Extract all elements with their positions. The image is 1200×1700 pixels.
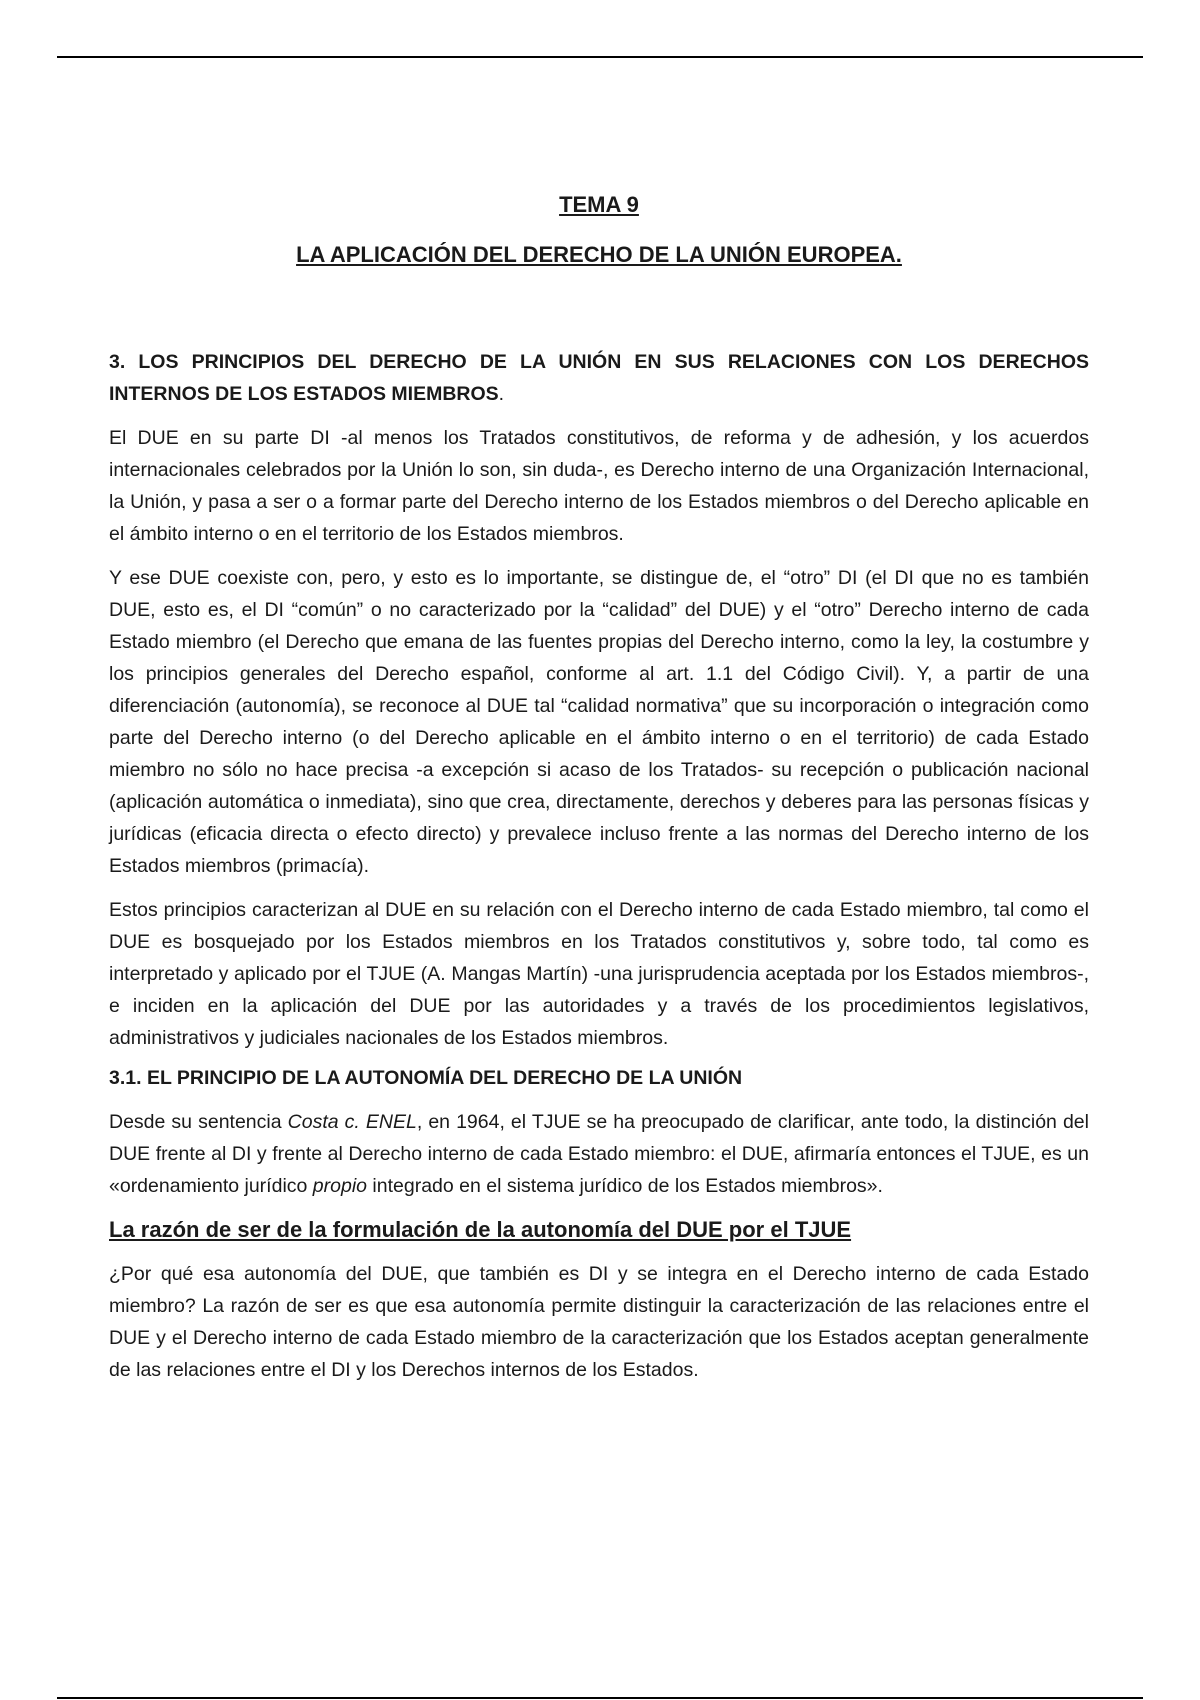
case-name-italic: Costa c. ENEL (287, 1111, 417, 1133)
document-body (109, 190, 1089, 1386)
section-3-1-paragraph-1 (109, 1106, 1089, 1202)
paragraph-text-segment: integrado en el sistema jurídico de los Estados miembros». (367, 1175, 883, 1197)
section-3-paragraph-2: Y ese DUE coexiste con, pero, y esto es lo importante, se distingue de, el “otro” DI (el DI que no es también DUE, esto es, el DI “común” o no caracterizado por la “calidad” del DUE) y el “otro” Derecho interno de cada Estado miembro (el Derecho que emana de las fuentes propias del Derecho interno, como la ley, la costumbre y los principios generales del Derecho español, conforme al art. 1.1 del Código Civil). Y, a partir de una diferenciación (autonomía), se reconoce al DUE tal “calidad normativa” que su incorporación o integración como parte del Derecho interno (o del Derecho aplicable en el ámbito interno o en el territorio) de cada Estado miembro no sólo no hace precisa -a excepción si acaso de los Tratados- su recepción o publicación nacional (aplicación automática o inmediata), sino que crea, directamente, derechos y deberes para las personas físicas y jurídicas (eficacia directa o efecto directo) y prevalece incluso frente a las normas del Derecho interno de los Estados miembros (primacía). (109, 567, 1089, 877)
paragraph-text-segment: Desde su sentencia (109, 1111, 288, 1133)
section-3-1-heading: 3.1. EL PRINCIPIO DE LA AUTONOMÍA DEL DERECHO DE LA UNIÓN (109, 1067, 743, 1089)
section-3-heading-text: 3. LOS PRINCIPIOS DEL DERECHO DE LA UNIÓN EN SUS RELACIONES CON LOS DERECHOS INTERNOS DE LOS ESTADOS MIEMBROS (109, 351, 1089, 405)
autonomy-rationale-heading: La razón de ser de la formulación de la autonomía del DUE por el TJUE (109, 1217, 852, 1242)
emphasis-italic: propio (312, 1175, 368, 1197)
header-rule (57, 56, 1143, 58)
section-3-heading-period: . (498, 383, 505, 405)
section-3-paragraph-3: Estos principios caracterizan al DUE en su relación con el Derecho interno de cada Estado miembro, tal como el DUE es bosquejado por los Estados miembros en los Tratados constitutivos y, sobre todo, tal como es interpretado y aplicado por el TJUE (A. Mangas Martín) -una jurisprudencia aceptada por los Estados miembros-, e inciden en la aplicación del DUE por las autoridades y a través de los procedimientos legislativos, administrativos y judiciales nacionales de los Estados miembros. (109, 899, 1089, 1049)
footer-rule (57, 1697, 1143, 1699)
document-title: TEMA 9 (559, 192, 639, 217)
paragraph-text-segment: , en 1964, el TJUE se ha preocupado de clarificar, ante todo, la distinción del DUE frente al DI y frente al Derecho interno de cada Estado miembro: el DUE, afirmaría entonces el TJUE, es un «ordenamiento jurídico (109, 1111, 1089, 1197)
section-3-1-paragraph-2: ¿Por qué esa autonomía del DUE, que también es DI y se integra en el Derecho interno de cada Estado miembro? La razón de ser es que esa autonomía permite distinguir la caracterización de las relaciones entre el DUE y el Derecho interno de cada Estado miembro de la caracterización que los Estados aceptan generalmente de las relaciones entre el DI y los Derechos internos de los Estados. (109, 1263, 1089, 1381)
document-subtitle: LA APLICACIÓN DEL DERECHO DE LA UNIÓN EUROPEA. (296, 242, 902, 267)
section-3-paragraph-1: El DUE en su parte DI -al menos los Tratados constitutivos, de reforma y de adhesión, y los acuerdos internacionales celebrados por la Unión lo son, sin duda-, es Derecho interno de una Organización Internacional, la Unión, y pasa a ser o a formar parte del Derecho interno de los Estados miembros o del Derecho aplicable en el ámbito interno o en el territorio de los Estados miembros. (109, 427, 1089, 545)
section-3-heading (109, 346, 1089, 410)
